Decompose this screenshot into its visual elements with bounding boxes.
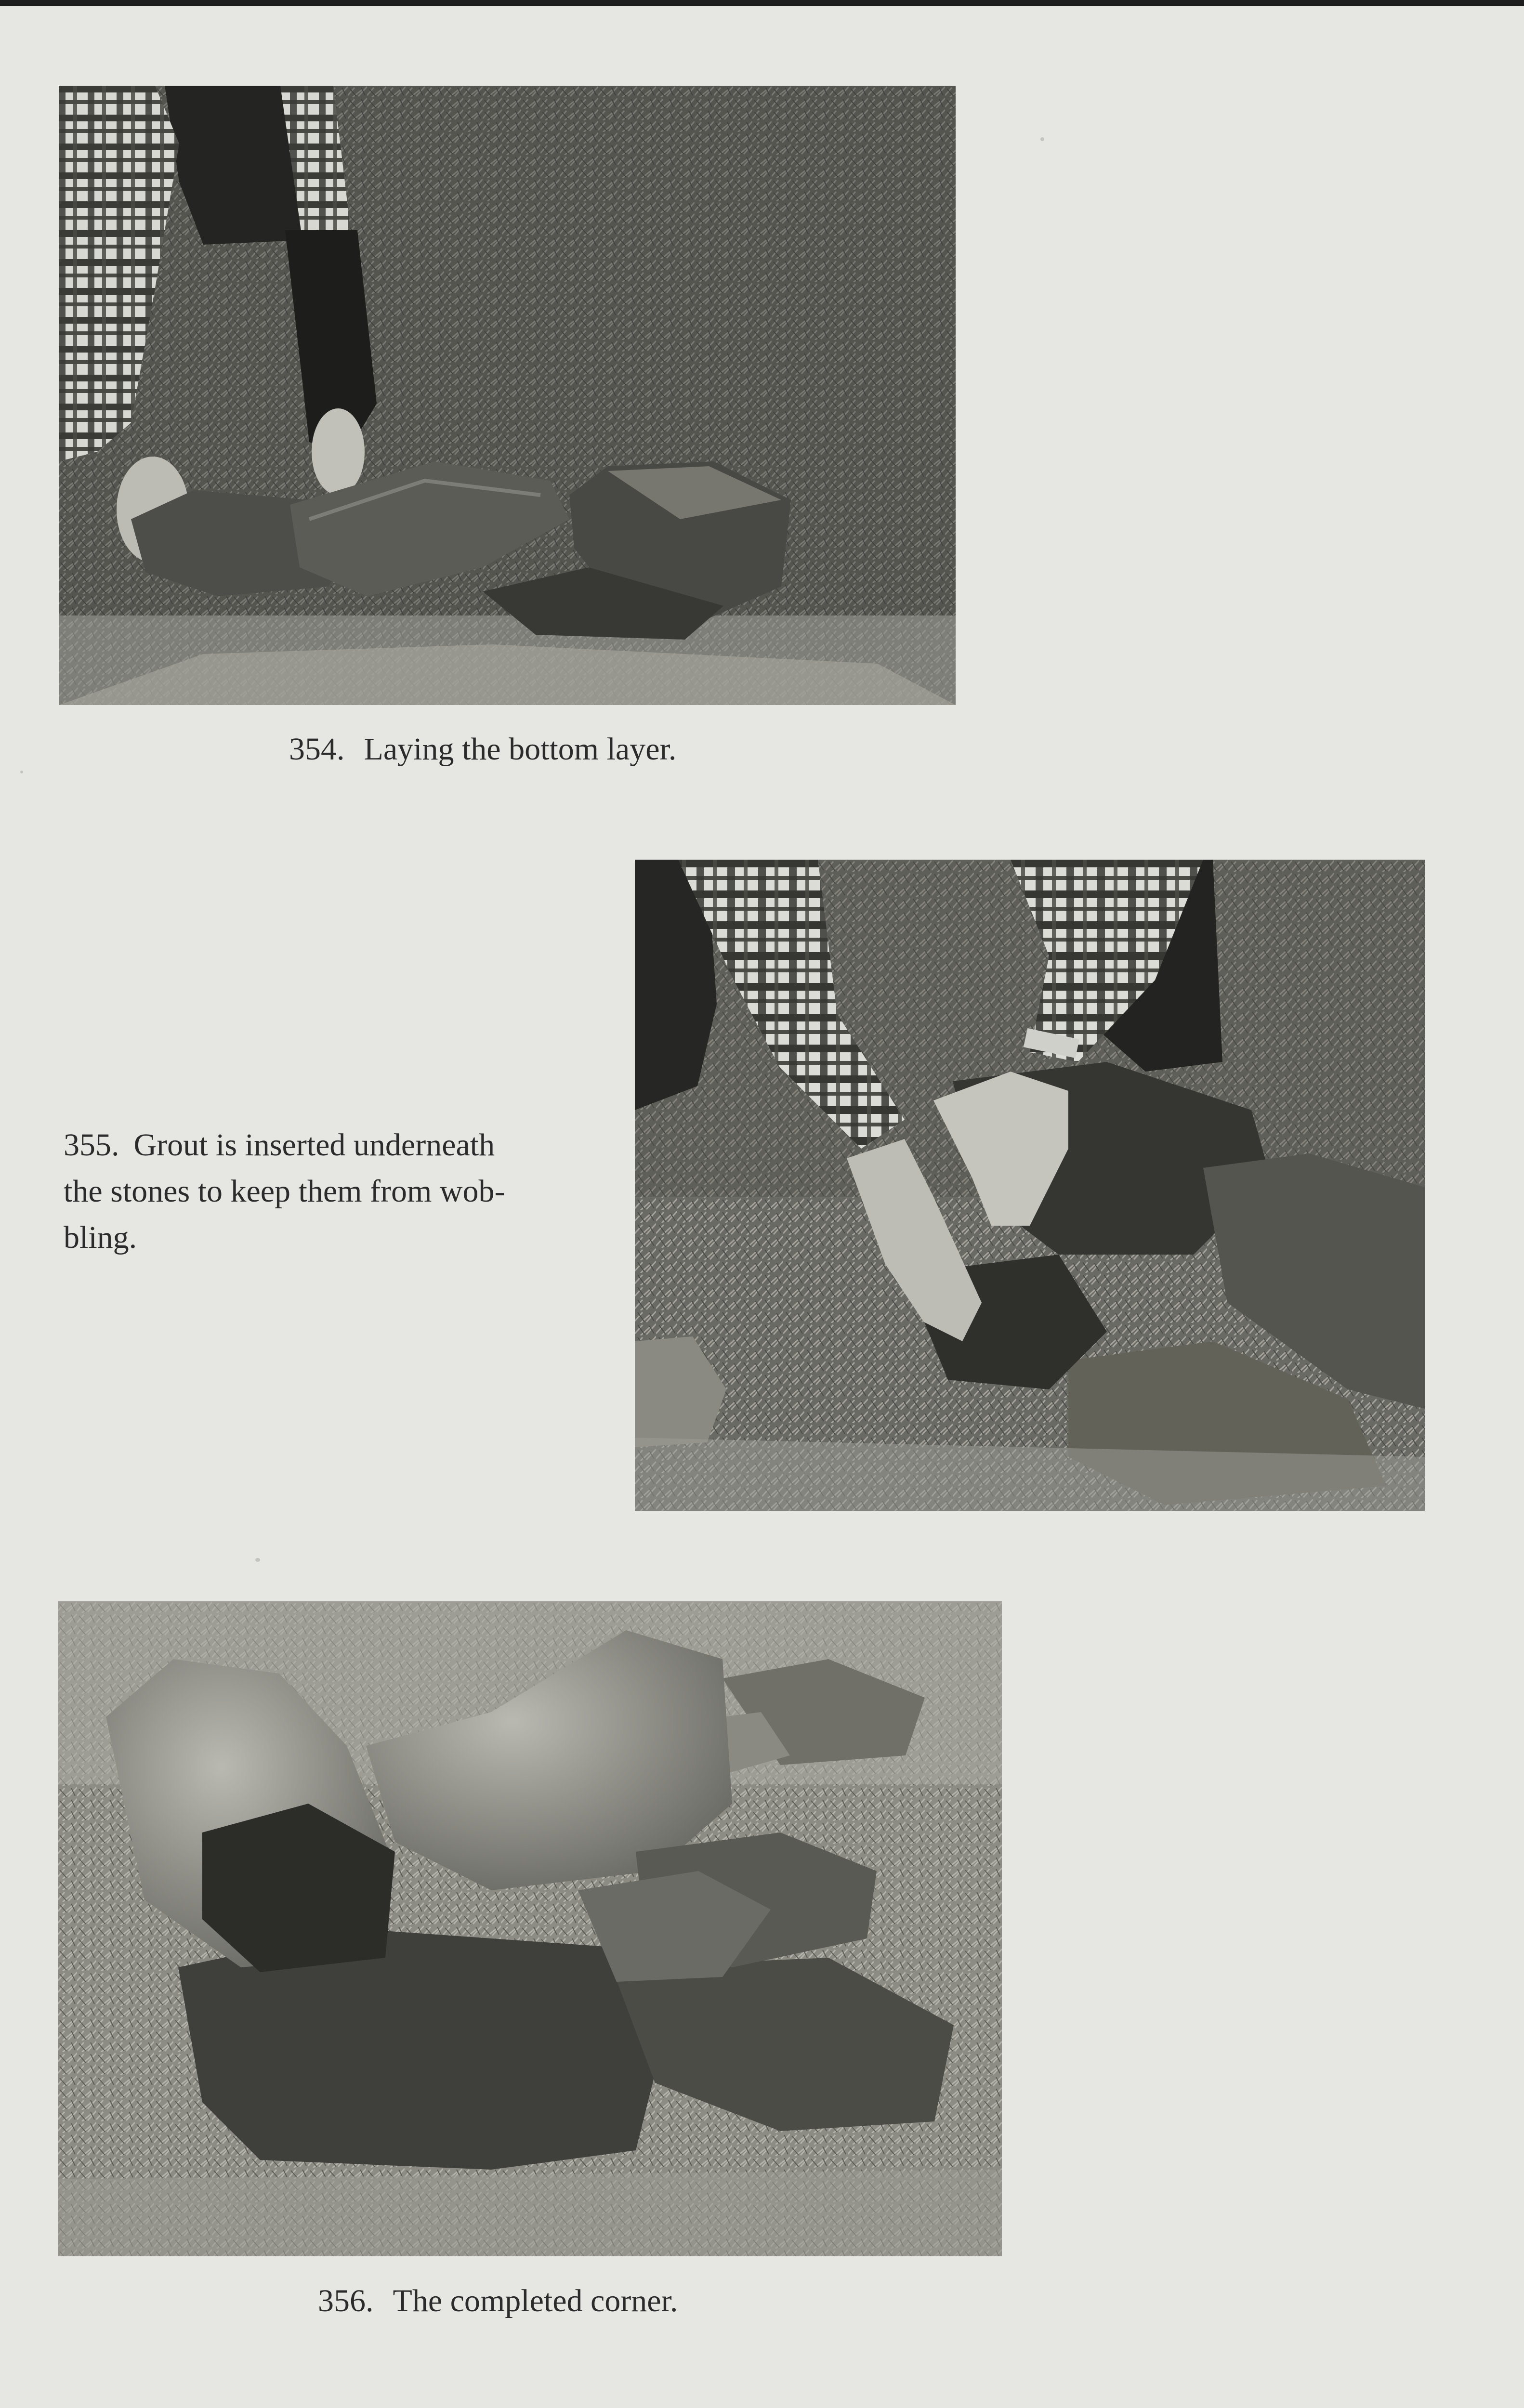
figure-356-photo [58, 1601, 1002, 2256]
figure-355-caption-line-1: Grout is inserted underneath [133, 1127, 495, 1163]
figure-354-number: 354. [289, 732, 345, 767]
figure-355-caption-line-2: the stones to keep them from wob- [64, 1174, 505, 1209]
photo-hands-inserting-grout-icon [635, 860, 1425, 1511]
figure-355-number: 355. [64, 1127, 119, 1163]
paper-speck [255, 1558, 260, 1562]
figure-356-caption [318, 2284, 678, 2319]
photo-hands-laying-stones-icon [59, 86, 956, 705]
figure-355-caption [64, 1122, 608, 1261]
figure-354-caption [289, 732, 676, 767]
paper-speck [1040, 137, 1044, 141]
paper-speck [20, 771, 23, 773]
figure-354-photo [59, 86, 956, 705]
figure-356-caption-text: The completed corner. [393, 2283, 678, 2318]
figure-355-photo [635, 860, 1425, 1511]
figure-355-caption-line-3: bling. [64, 1220, 137, 1255]
figure-356-number: 356. [318, 2283, 374, 2318]
photo-stone-corner-icon [58, 1601, 1002, 2256]
figure-354-caption-text: Laying the bottom layer. [364, 732, 677, 767]
page-top-edge [0, 0, 1524, 6]
